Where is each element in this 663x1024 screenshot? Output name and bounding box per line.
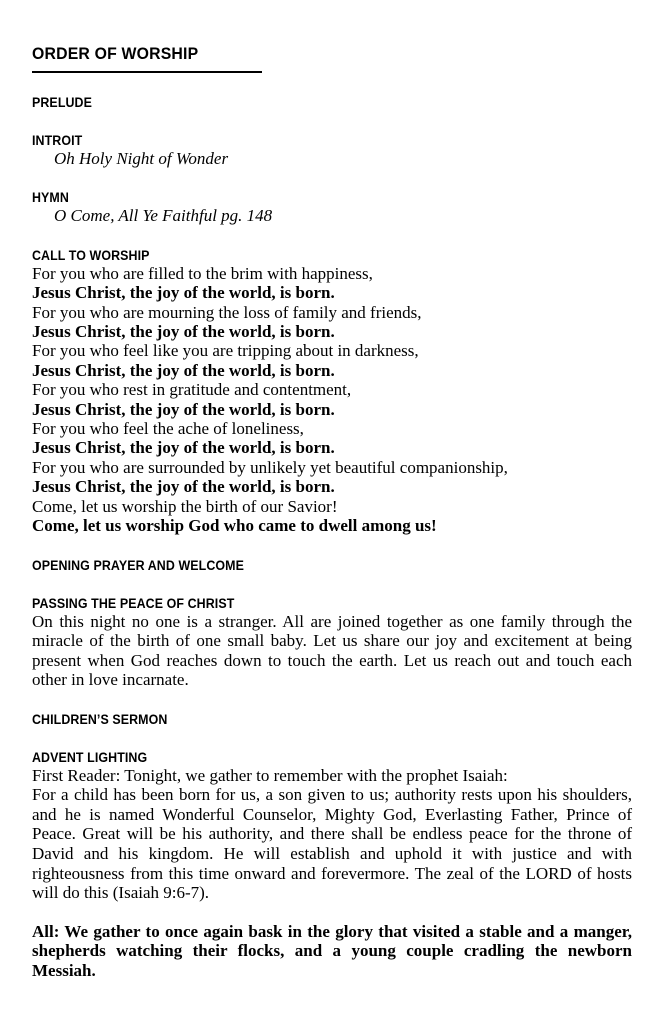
call-response-line: Jesus Christ, the joy of the world, is born. [32, 322, 335, 342]
call-response-line: Jesus Christ, the joy of the world, is born. [32, 399, 335, 419]
call-response-line: Jesus Christ, the joy of the world, is born. [32, 477, 335, 497]
call-response-line: Come, let us worship God who came to dwell among us! [32, 516, 437, 536]
section-heading-passing-the-peace: PASSING THE PEACE OF CHRIST [32, 595, 235, 611]
section-introit [32, 132, 632, 168]
section-childrens-sermon [32, 711, 632, 728]
section-heading-advent-lighting: ADVENT LIGHTING [32, 749, 148, 765]
section-opening-prayer [32, 557, 632, 574]
call-line: For you who are mourning the loss of family and friends, [32, 302, 422, 322]
hymn-title: O Come, All Ye Faithful pg. 148 [54, 206, 273, 226]
section-passing-the-peace [32, 595, 632, 690]
section-heading-hymn: HYMN [32, 190, 69, 206]
section-heading-childrens-sermon: CHILDREN’S SERMON [32, 711, 168, 727]
unison-response-paragraph: All: We gather to once again bask in the glory that visited a stable and a manger, shepherds watching their flocks, and a young couple cradling the newborn Messiah. [32, 921, 632, 981]
introit-title: Oh Holy Night of Wonder [54, 149, 229, 168]
unison-response-block [32, 922, 632, 981]
call-line: For you who are filled to the brim with happiness, [32, 263, 373, 283]
isaiah-scripture-paragraph: For a child has been born for us, a son given to us; authority rests upon his shoulders, and he is named Wonderful Counselor, Mighty God, Everlasting Father, Prince of Peace. Great will be his authority, and there shall be endless peace for the throne of David and his kingdom. He will establish and uphold it with justice and with righteousness from this time onward and forevermore. The zeal of the LORD of hosts will do this (Isaiah 9:6-7). [32, 785, 632, 903]
section-heading-introit: INTROIT [32, 133, 83, 148]
section-call-to-worship [32, 247, 632, 536]
section-heading-opening-prayer: OPENING PRAYER AND WELCOME [32, 557, 244, 573]
call-line: For you who are surrounded by unlikely yet beautiful companionship, [32, 457, 508, 477]
call-line: Come, let us worship the birth of our Savior! [32, 496, 338, 516]
section-prelude [32, 94, 632, 111]
first-reader-line: First Reader: Tonight, we gather to remember with the prophet Isaiah: [32, 765, 508, 785]
section-advent-lighting [32, 749, 632, 903]
call-line: For you who rest in gratitude and contentment, [32, 380, 352, 400]
title-divider [32, 71, 262, 73]
section-heading-prelude: PRELUDE [32, 95, 93, 110]
passing-the-peace-paragraph: On this night no one is a stranger. All are joined together as one family through the miracle of the birth of one small baby. Let us share our joy and excitement at being present when God reaches down to touch the earth. Let us reach out and touch each other in love incarnate. [32, 611, 632, 690]
call-response-line: Jesus Christ, the joy of the world, is born. [32, 438, 335, 458]
page-title: ORDER OF WORSHIP [32, 44, 199, 63]
section-heading-call-to-worship: CALL TO WORSHIP [32, 247, 150, 263]
call-line: For you who feel like you are tripping about in darkness, [32, 341, 419, 361]
call-response-line: Jesus Christ, the joy of the world, is born. [32, 283, 335, 303]
section-hymn [32, 189, 632, 225]
call-line: For you who feel the ache of loneliness, [32, 419, 304, 439]
call-response-line: Jesus Christ, the joy of the world, is born. [32, 360, 335, 380]
